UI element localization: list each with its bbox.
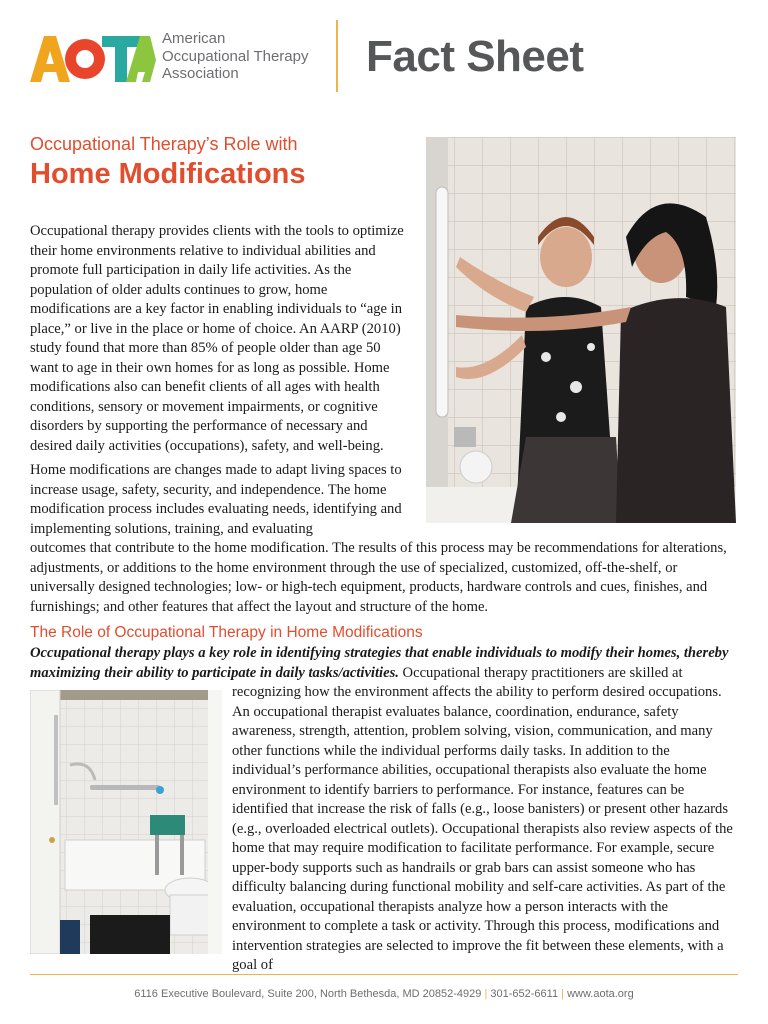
footer-phone: 301-652-6611 [490, 988, 559, 1000]
page-title: Home Modifications [30, 158, 306, 190]
footer-separator: | [561, 988, 564, 1000]
footer-address: 6116 Executive Boulevard, Suite 200, North Bethesda, MD 20852-4929 [134, 988, 482, 1000]
home-modifications-definition [30, 461, 738, 617]
org-name-line: Occupational Therapy [162, 47, 309, 65]
organization-name [162, 30, 308, 83]
intro-paragraph: Occupational therapy provides clients with the tools to optimize their home environments relative to individual abilities and promote full participation in daily life activities. As the population of older adults continues to grow, home modifications are a key factor in enabling individuals to “age in place,” or live in the place or home of choice. An AARP (2010) study found that more than 85% of people older than age 50 want to age in their own homes for as long as possible. Home modifications also can benefit clients of all ages with health conditions, sensory or movement impairments, or cognitive disorders by supporting the performance of necessary and desired daily activities (occupations), safety, and well-being. [30, 223, 404, 454]
role-description-paragraph: recognizing how the environment affects the ability to perform desired occupations. An occupational therapist evaluates balance, coordination, endurance, safety awareness, strength, attention, problem solving, vision, communication, and many other functions while the individual performs daily tasks. In addition to the individual’s performance abilities, occupational therapists also evaluate the home environment to identify barriers to performance. For instance, features can be identified that increase the risk of falls (e.g., loose banisters) or present other hazards (e.g., overloaded electrical outlets). Occupational therapists also review aspects of the home that may require modification to facilitate performance. For example, secure upper-body supports such as handrails or grab bars can assist someone who has difficulty balancing during functional mobility and self-care activities. As part of the evaluation, occupational therapists analyze how a person interacts with the environment to complete a task or activity. Through this process, modifications and intervention strategies are selected to improve the fit between these elements, with a goal of [232, 684, 733, 973]
footer-separator: | [484, 988, 488, 1000]
aota-logo [30, 30, 156, 82]
definition-text: Home modifications are changes made to adapt living spaces to increase usage, safety, security, and independence. The home modification process includes evaluating needs, identifying and implementing solutions, training, and evaluating [30, 462, 402, 537]
role-intro-bold: Occupational therapy plays a key role in identifying strategies that enable individuals to modify their homes, thereby maximizing their ability to participate in daily tasks/activities. [30, 645, 729, 681]
bathroom-photo [30, 690, 222, 954]
role-intro-text: Occupational therapy practitioners are skilled at [398, 664, 683, 681]
document-type-title: Fact Sheet [366, 32, 584, 81]
section-heading: The Role of Occupational Therapy in Home Modifications [30, 624, 423, 641]
role-intro-paragraph [30, 644, 740, 683]
footer-contact [0, 988, 768, 1000]
definition-text-wide: outcomes that contribute to the home modification. The results of this process may be recommendations for alterations, adjustments, or additions to the home environment through the use of specialized, customized, off-the-shelf, or universally designed technologies; low- or high-tech equipment, products, hardware controls and cues, finishes, and furnishings; and other features that affect the layout and structure of the home. [30, 540, 727, 615]
org-name-line: American [162, 30, 226, 47]
footer-divider [30, 974, 738, 975]
header-divider [336, 20, 338, 92]
footer-website-link[interactable]: www.aota.org [567, 988, 634, 1000]
page-subtitle: Occupational Therapy’s Role with [30, 134, 298, 154]
org-name-line: Association [162, 65, 239, 82]
